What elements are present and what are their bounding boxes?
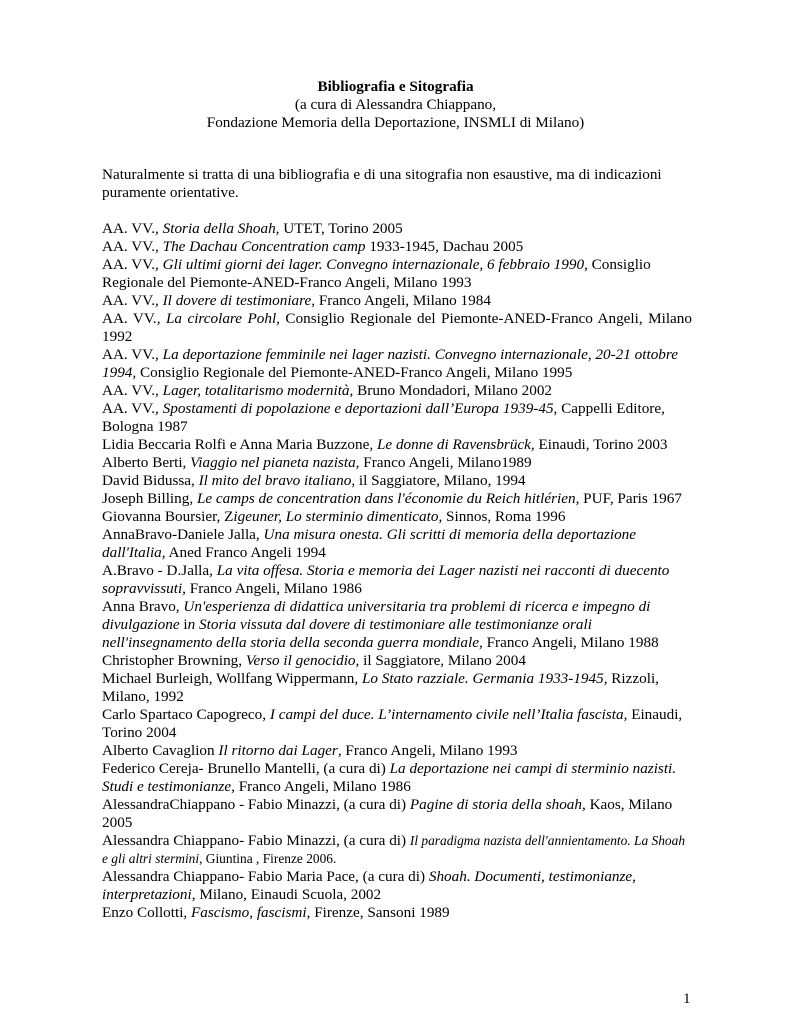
bibliography-entry: Alberto Berti, Viaggio nel pianeta nazista, Franco Angeli, Milano1989 — [102, 454, 532, 471]
bibliography-list — [102, 220, 692, 922]
bibliography-entry: AA. VV., Lager, totalitarismo modernità, Bruno Mondadori, Milano 2002 — [102, 382, 553, 399]
bibliography-entry: AA. VV., The Dachau Concentration camp 1933-1945, Dachau 2005 — [102, 238, 524, 255]
bibliography-entry: Joseph Billing, Le camps de concentration dans l'économie du Reich hitlérien, PUF, Paris 1967 — [102, 490, 682, 507]
bibliography-entry: AlessandraChiappano - Fabio Minazzi, (a cura di) Pagine di storia della shoah, Kaos, Milano 2005 — [102, 796, 673, 831]
bibliography-entry: AA. VV., La deportazione femminile nei lager nazisti. Convegno internazionale, 20-21 ottobre 1994, Consiglio Regionale del Piemonte-ANED-Franco Angeli, Milano 1995 — [102, 346, 678, 381]
bibliography-entry: Alberto Cavaglion Il ritorno dai Lager, Franco Angeli, Milano 1993 — [102, 742, 518, 759]
bibliography-entry: David Bidussa, Il mito del bravo italiano, il Saggiatore, Milano, 1994 — [102, 472, 526, 489]
bibliography-entry: Enzo Collotti, Fascismo, fascismi, Firenze, Sansoni 1989 — [102, 904, 450, 921]
bibliography-entry: Federico Cereja- Brunello Mantelli, (a cura di) La deportazione nei campi di sterminio nazisti. Studi e testimonianze, Franco Angeli, Milano 1986 — [102, 760, 677, 795]
bibliography-entry: Giovanna Boursier, Zigeuner, Lo sterminio dimenticato, Sinnos, Roma 1996 — [102, 508, 566, 525]
bibliography-entry: AA. VV., Spostamenti di popolazione e deportazioni dall’Europa 1939-45, Cappelli Editore, Bologna 1987 — [102, 400, 665, 435]
bibliography-entry: AA. VV., Il dovere di testimoniare, Franco Angeli, Milano 1984 — [102, 292, 491, 309]
bibliography-entry: Anna Bravo, Un'esperienza di didattica universitaria tra problemi di ricerca e impegno di divulgazione in Storia vissuta dal dovere di testimoniare alle testimonianze orali nell'insegnamento della storia della seconda guerra mondiale, Franco Angeli, Milano 1988 — [102, 598, 659, 651]
bibliography-entry: AA. VV., Gli ultimi giorni dei lager. Convegno internazionale, 6 febbraio 1990, Consiglio Regionale del Piemonte-ANED-Franco Angeli, Milano 1993 — [102, 256, 651, 291]
document-subtitle-institution: Fondazione Memoria della Deportazione, INSMLI di Milano) — [206, 114, 585, 131]
page-number: 1 — [683, 990, 691, 1007]
bibliography-entry: Alessandra Chiappano- Fabio Maria Pace, (a cura di) Shoah. Documenti, testimonianze, interpretazioni, Milano, Einaudi Scuola, 2002 — [102, 868, 636, 903]
document-title: Bibliografia e Sitografia — [317, 78, 474, 95]
bibliography-entry: Carlo Spartaco Capogreco, I campi del duce. L’internamento civile nell’Italia fascista, Einaudi, Torino 2004 — [102, 706, 683, 741]
bibliography-entry: Lidia Beccaria Rolfi e Anna Maria Buzzone, Le donne di Ravensbrück, Einaudi, Torino 2003 — [102, 436, 668, 453]
intro-paragraph: Naturalmente si tratta di una bibliografia e di una sitografia non esaustive, ma di indicazioni puramente orientative. — [102, 166, 662, 201]
document-header — [0, 78, 791, 132]
bibliography-entry: Alessandra Chiappano- Fabio Minazzi, (a cura di) Il paradigma nazista dell'annientamento. La Shoah e gli altri stermini, Giuntina , Firenze 2006. — [102, 832, 686, 866]
document-subtitle-curator: (a cura di Alessandra Chiappano, — [294, 96, 497, 113]
bibliography-entry: Michael Burleigh, Wollfang Wippermann, Lo Stato razziale. Germania 1933-1945, Rizzoli, Milano, 1992 — [102, 670, 659, 705]
bibliography-entry: AA. VV., Storia della Shoah, UTET, Torino 2005 — [102, 220, 403, 237]
bibliography-entry: AA. VV., La circolare Pohl, Consiglio Regionale del Piemonte-ANED-Franco Angeli, Milano 1992 — [102, 310, 692, 345]
bibliography-entry: AnnaBravo-Daniele Jalla, Una misura onesta. Gli scritti di memoria della deportazione dall'Italia, Aned Franco Angeli 1994 — [102, 526, 637, 561]
bibliography-entry: Christopher Browning, Verso il genocidio, il Saggiatore, Milano 2004 — [102, 652, 526, 669]
bibliography-entry: A.Bravo - D.Jalla, La vita offesa. Storia e memoria dei Lager nazisti nei racconti di duecento sopravvissuti, Franco Angeli, Milano 1986 — [102, 562, 670, 597]
